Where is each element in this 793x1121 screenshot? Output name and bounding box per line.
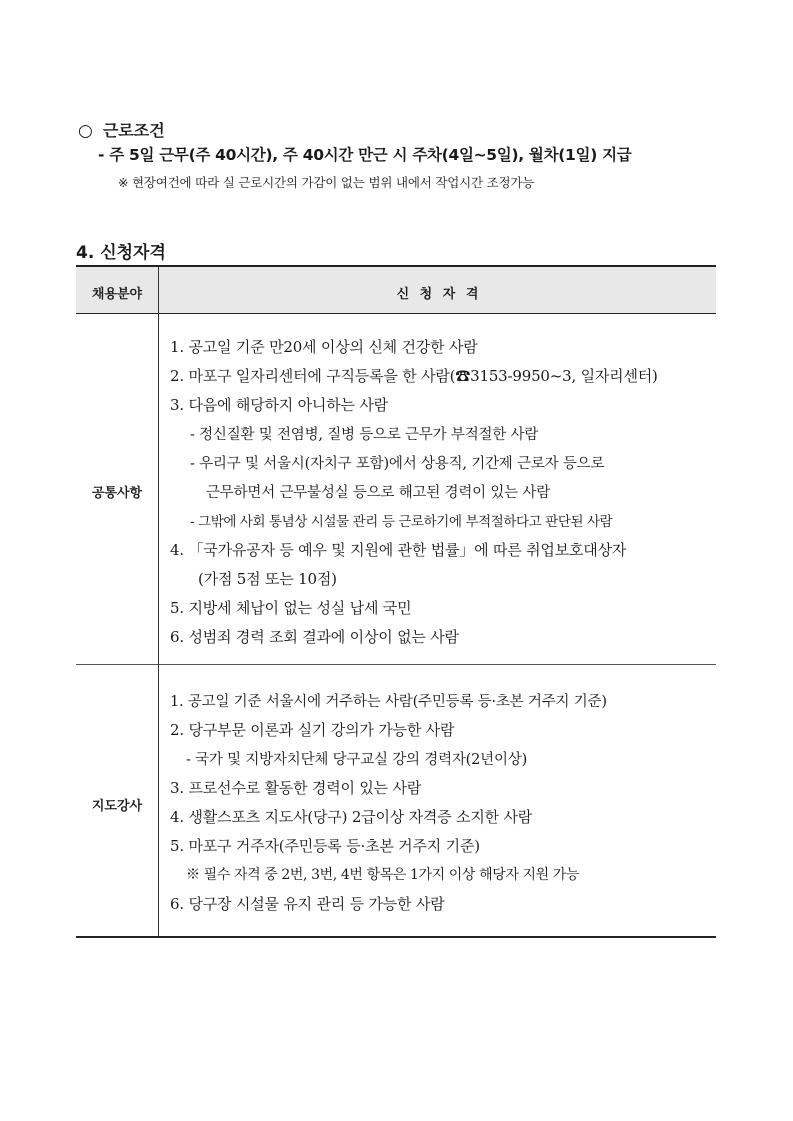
table-top-rule [76,265,716,267]
list-item: 2. 당구부문 이론과 실기 강의가 가능한 사람 [170,721,455,739]
conditions-heading [78,118,165,141]
list-item: 6. 성범죄 경력 조회 결과에 이상이 없는 사람 [170,628,459,646]
list-item: 4. 「국가유공자 등 예우 및 지원에 관한 법률」에 따른 취업보호대상자 [170,541,627,559]
conditions-heading-text: 근로조건 [102,121,165,140]
list-item: 근무하면서 근무불성실 등으로 해고된 경력이 있는 사람 [206,485,551,501]
row-category-common: 공통사항 [91,486,143,501]
list-item: 5. 지방세 체납이 없는 성실 납세 국민 [170,599,412,617]
row-category-instructor: 지도강사 [91,799,143,814]
table-header-rule [76,313,716,314]
table-bottom-rule [76,936,716,938]
list-item: 6. 당구장 시설물 유지 관리 등 가능한 사람 [170,895,445,913]
list-item: 4. 생활스포츠 지도사(당구) 2급이상 자격증 소지한 사람 [170,808,533,826]
header-category: 채용분야 [91,287,143,302]
list-item: 3. 프로선수로 활동한 경력이 있는 사람 [170,779,422,797]
list-item: 2. 마포구 일자리센터에 구직등록을 한 사람(☎3153-9950~3, 일자리센터) [170,367,658,385]
header-qualification: 신 청 자 격 [396,287,479,302]
circle-bullet-icon: ○ [78,121,93,141]
list-item: - 정신질환 및 전염병, 질병 등으로 근무가 부적절한 사람 [190,427,539,443]
table-row-divider [76,664,716,665]
list-item: (가점 5점 또는 10점) [198,570,337,588]
list-item: 1. 공고일 기준 만20세 이상의 신체 건강한 사람 [170,338,478,356]
list-item: 1. 공고일 기준 서울시에 거주하는 사람(주민등록 등·초본 거주지 기준) [170,694,607,710]
list-item: 5. 마포구 거주자(주민등록 등·초본 거주지 기준) [170,837,480,855]
table-column-divider [158,267,159,937]
conditions-line: - 주 5일 근무(주 40시간), 주 40시간 만근 시 주차(4일~5일), 월차(1일) 지급 [98,146,632,164]
list-item: - 그밖에 사회 통념상 시설물 관리 등 근로하기에 부적절하다고 판단된 사람 [190,514,613,530]
list-item: - 우리구 및 서울시(자치구 포함)에서 상용직, 기간제 근로자 등으로 [190,456,605,472]
conditions-note: ※ 현장여건에 따라 실 근로시간의 가감이 없는 범위 내에서 작업시간 조정가능 [118,175,535,190]
list-item: 3. 다음에 해당하지 아니하는 사람 [170,396,388,414]
list-item: ※ 필수 자격 중 2번, 3번, 4번 항목은 1가지 이상 해당자 지원 가능 [186,867,580,883]
section-title: 4. 신청자격 [76,243,166,263]
list-item: - 국가 및 지방자치단체 당구교실 강의 경력자(2년이상) [186,752,528,768]
